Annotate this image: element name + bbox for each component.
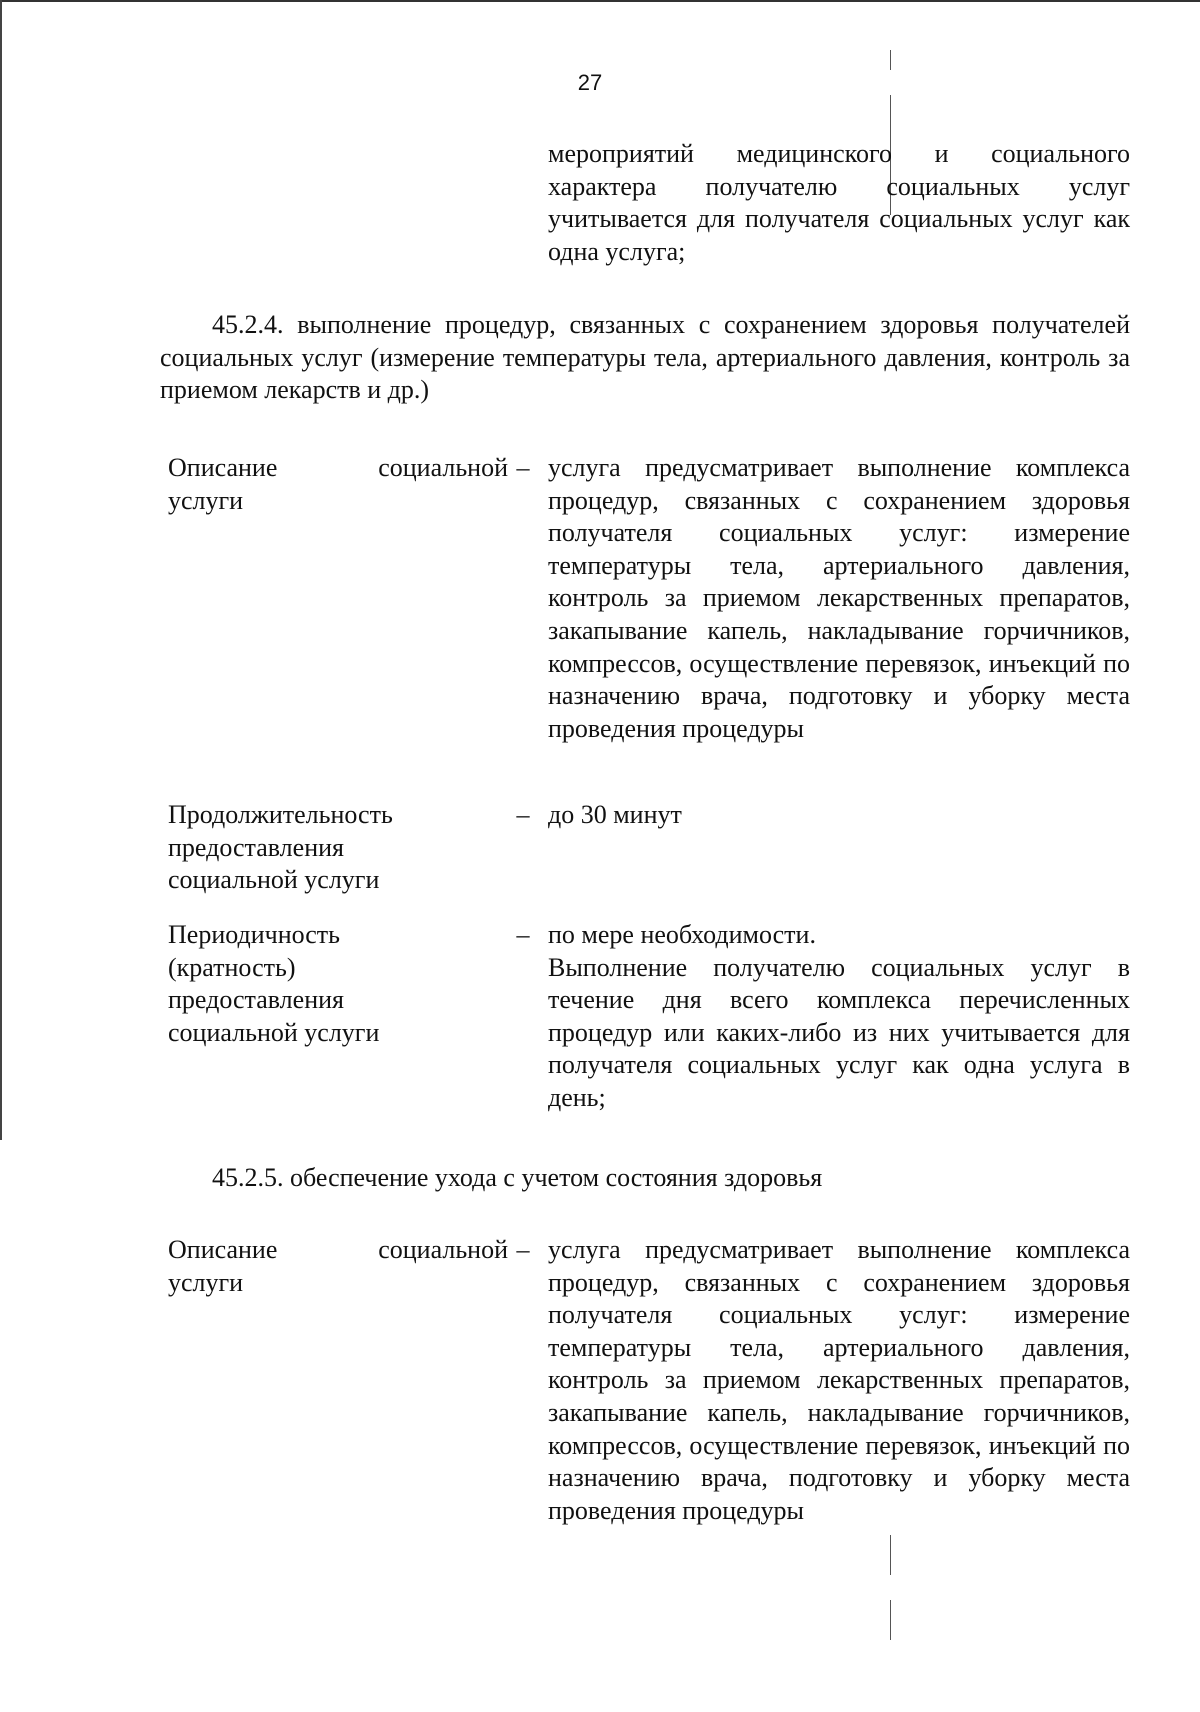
continuation-text: мероприятий медицинского и социального характера получателю социальных услуг учитывается для получателя социальных услуг как одна услуга; [548,139,1130,266]
row-dash: – [516,1235,530,1264]
label-word: социальной [378,1235,508,1264]
row-label: Периодичность (кратность) предоставления социальной услуги [168,920,380,1047]
scan-fold-mark [890,50,891,70]
row-value [548,919,1130,1115]
page-number: 27 [577,70,603,95]
scan-fold-mark [890,1600,891,1640]
row-dash: – [516,800,530,829]
row-label [168,452,508,517]
scan-fold-mark [890,1535,891,1575]
row-value: услуга предусматривает выполнение комплекса процедур, связанных с сохранением здоровья получателя социальных услуг: измерение температуры тела, артериального давления, контроль за приемом лекарственных препаратов, закапывание капель, накладывание горчичников, компрессов, осуществление перевязок, инъекций по назначению врача, подготовку и уборку места проведения процедуры [548,453,1130,743]
label-line: услуги [168,1267,244,1297]
value-line: по мере необходимости. [548,920,816,949]
label-line: услуги [168,485,244,515]
row-label [168,1234,508,1299]
label-word: Описание [168,1235,278,1264]
row-value: до 30 минут [548,800,682,829]
row-dash: – [516,920,530,949]
label-word: социальной [378,453,508,482]
row-label: Продолжительность предоставления социальной услуги [168,800,393,895]
label-word: Описание [168,453,278,482]
section-heading: 45.2.4. выполнение процедур, связанных с сохранением здоровья получателей социальных услуг (измерение температуры тела, артериального давления, контроль за приемом лекарств и др.) [160,310,1130,405]
section-heading: 45.2.5. обеспечение ухода с учетом состояния здоровья [212,1163,823,1192]
row-dash: – [516,453,530,482]
value-text: Выполнение получателю социальных услуг в течение дня всего комплекса перечисленных процедур или каких-либо из них учитывается для получателя социальных услуг как одна услуга в день; [548,952,1130,1112]
row-value: услуга предусматривает выполнение комплекса процедур, связанных с сохранением здоровья получателя социальных услуг: измерение температуры тела, артериального давления, контроль за приемом лекарственных препаратов, закапывание капель, накладывание горчичников, компрессов, осуществление перевязок, инъекций по назначению врача, подготовку и уборку места проведения процедуры [548,1235,1130,1525]
scan-border-top [0,0,1200,2]
scan-border-left [0,0,2,1140]
